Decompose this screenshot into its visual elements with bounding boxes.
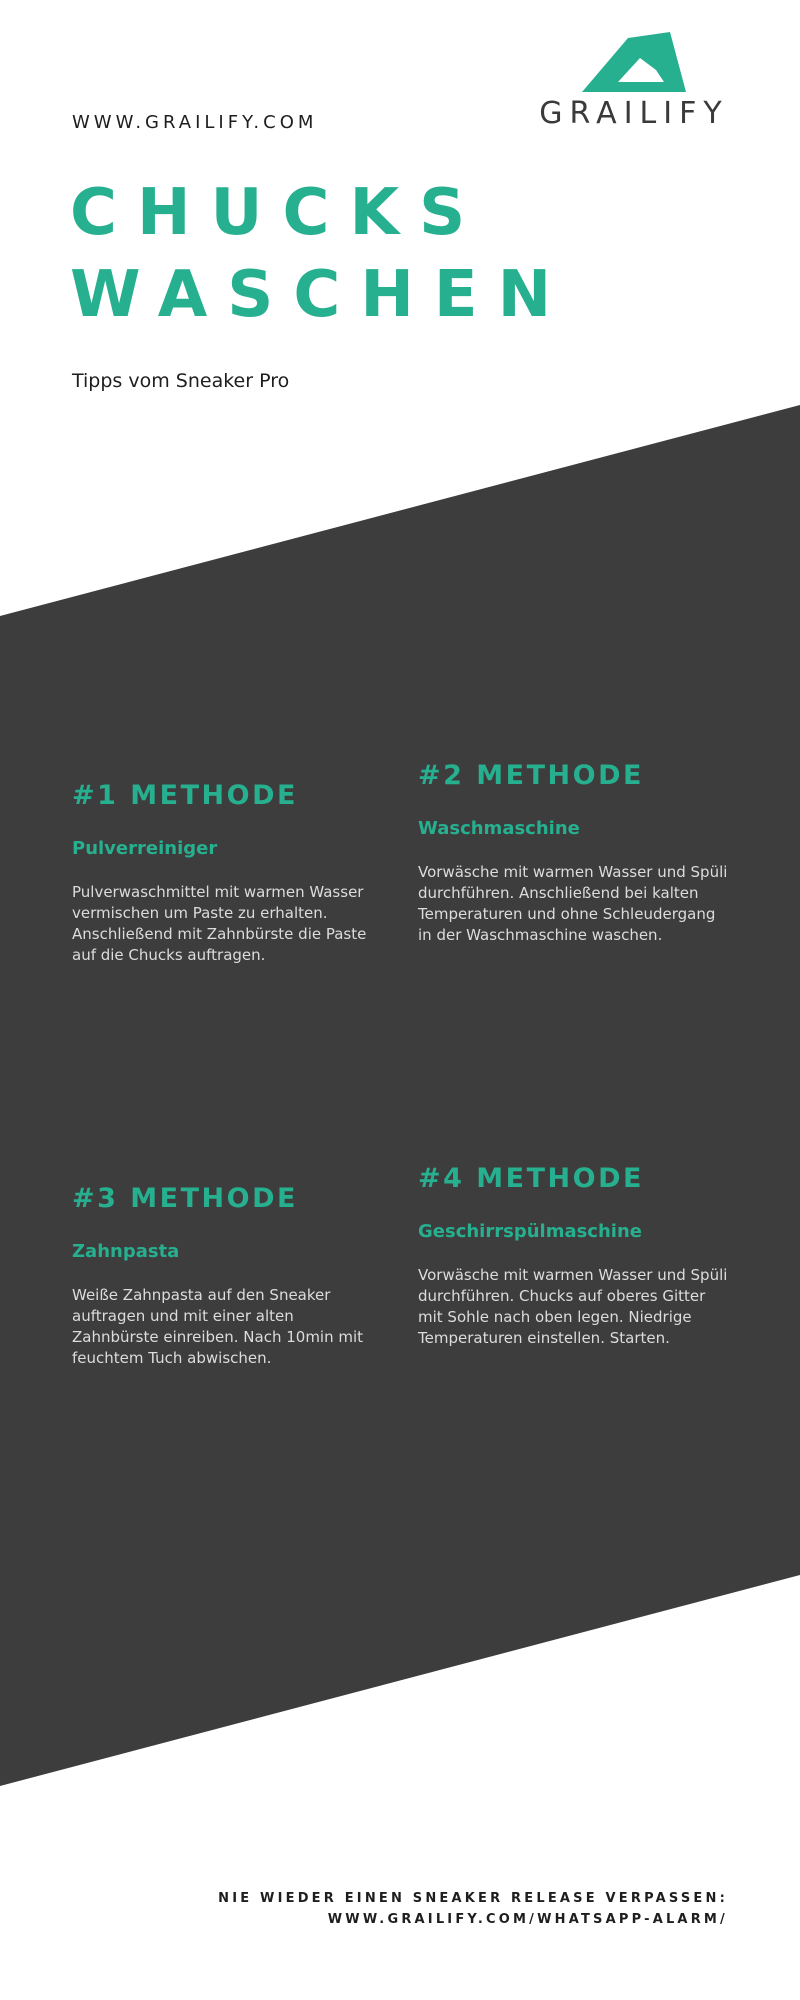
title-line-1: CHUCKS xyxy=(70,176,486,250)
method-heading: #2 METHODE xyxy=(418,760,644,791)
logo-wordmark: GRAILIFY xyxy=(539,96,729,131)
method-description: Vorwäsche mit warmen Wasser und Spüli durchführen. Anschließend bei kalten Temperaturen und ohne Schleudergang in der Waschmaschine waschen. xyxy=(418,863,728,944)
method-description: Weiße Zahnpasta auf den Sneaker auftragen und mit einer alten Zahnbürste einreiben. Nach 10min mit feuchtem Tuch abwischen. xyxy=(72,1286,364,1367)
method-card-1 xyxy=(72,780,382,966)
method-card-3 xyxy=(72,1183,382,1369)
method-card-2 xyxy=(418,760,728,946)
method-name: Pulverreiniger xyxy=(72,838,218,859)
method-heading: #1 METHODE xyxy=(72,780,298,811)
method-name: Waschmaschine xyxy=(418,818,580,839)
method-description: Pulverwaschmittel mit warmen Wasser vermischen um Paste zu erhalten. Anschließend mit Zahnbürste die Paste auf die Chucks auftragen. xyxy=(72,883,367,964)
method-heading: #4 METHODE xyxy=(418,1163,644,1194)
site-url[interactable]: WWW.GRAILIFY.COM xyxy=(72,112,318,133)
footer-cta xyxy=(218,1888,728,1930)
subtitle: Tipps vom Sneaker Pro xyxy=(72,370,290,392)
grailify-logo[interactable] xyxy=(516,30,752,130)
method-name: Zahnpasta xyxy=(72,1241,180,1262)
title-line-2: WASCHEN xyxy=(70,258,572,332)
method-heading: #3 METHODE xyxy=(72,1183,298,1214)
footer-cta-link[interactable]: WWW.GRAILIFY.COM/WHATSAPP-ALARM/ xyxy=(327,1912,728,1927)
footer-cta-text: NIE WIEDER EINEN SNEAKER RELEASE VERPASSEN: xyxy=(218,1891,728,1906)
page-title xyxy=(70,172,571,336)
method-card-4 xyxy=(418,1163,728,1349)
method-name: Geschirrspülmaschine xyxy=(418,1221,642,1242)
method-description: Vorwäsche mit warmen Wasser und Spüli durchführen. Chucks auf oberes Gitter mit Sohle nach oben legen. Niedrige Temperaturen einstellen. Starten. xyxy=(418,1266,728,1347)
mountain-logo-icon xyxy=(580,30,688,94)
